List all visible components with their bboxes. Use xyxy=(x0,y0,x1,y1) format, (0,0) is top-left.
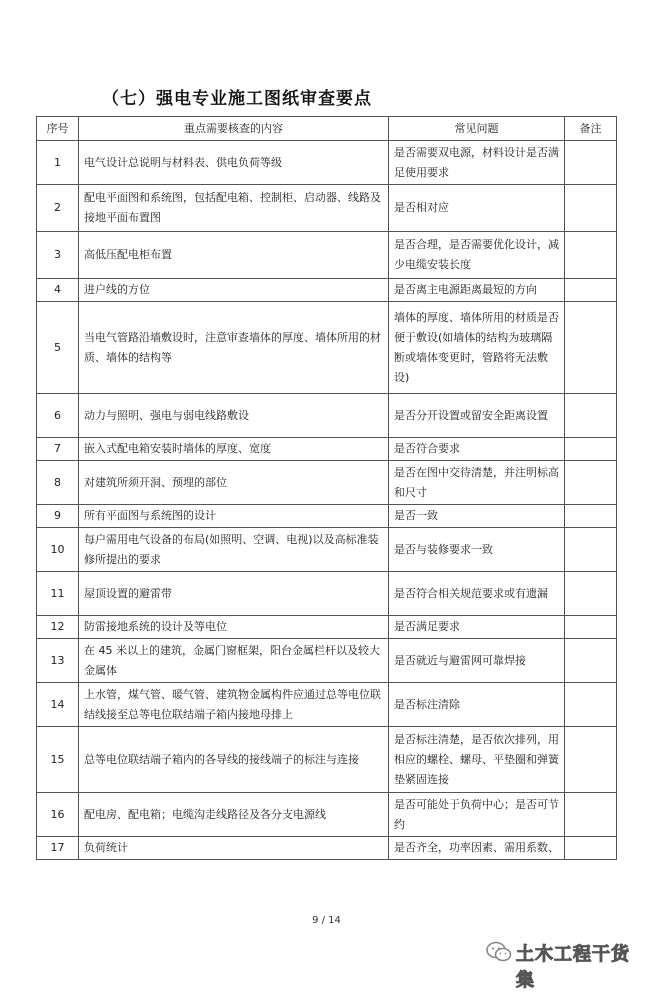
wechat-icon xyxy=(486,941,512,963)
row-issue: 是否与装修要求一致 xyxy=(389,528,565,572)
row-note xyxy=(565,232,617,279)
table-row xyxy=(37,185,617,232)
table-row xyxy=(37,394,617,438)
row-content: 屋顶设置的避雷带 xyxy=(79,572,389,616)
row-content: 高低压配电柜布置 xyxy=(79,232,389,279)
row-issue: 是否离主电源距离最短的方向 xyxy=(389,279,565,302)
table-row xyxy=(37,141,617,185)
row-note xyxy=(565,683,617,727)
watermark-text: 土木工程干货集 xyxy=(516,944,630,991)
header-no: 序号 xyxy=(37,117,79,141)
watermark xyxy=(486,938,646,991)
table-row xyxy=(37,616,617,639)
row-note xyxy=(565,394,617,438)
row-issue: 是否标注清楚，是否依次排列，用相应的螺栓、螺母、平垫圈和弹簧垫紧固连接 xyxy=(389,727,565,793)
table-row xyxy=(37,727,617,793)
table-row xyxy=(37,683,617,727)
row-note xyxy=(565,528,617,572)
row-content: 上水管，煤气管、暖气管、建筑物金属构件应通过总等电位联结线接至总等电位联结端子箱内接地母排上 xyxy=(79,683,389,727)
row-number: 5 xyxy=(37,302,79,394)
row-number: 12 xyxy=(37,616,79,639)
row-note xyxy=(565,438,617,461)
row-issue: 是否满足要求 xyxy=(389,616,565,639)
row-issue: 是否合理，是否需要优化设计，减少电缆安装长度 xyxy=(389,232,565,279)
row-number: 3 xyxy=(37,232,79,279)
row-issue: 是否在图中交待清楚，并注明标高和尺寸 xyxy=(389,461,565,505)
row-content: 动力与照明、强电与弱电线路敷设 xyxy=(79,394,389,438)
row-issue: 墙体的厚度、墙体所用的材质是否便于敷设(如墙体的结构为玻璃隔断或墙体变更时，管路将无法敷设) xyxy=(389,302,565,394)
row-note xyxy=(565,141,617,185)
header-issue: 常见问题 xyxy=(389,117,565,141)
row-number: 13 xyxy=(37,639,79,683)
table-row xyxy=(37,438,617,461)
row-number: 9 xyxy=(37,505,79,528)
row-issue: 是否齐全，功率因素、需用系数、 xyxy=(389,837,565,860)
row-number: 4 xyxy=(37,279,79,302)
review-table xyxy=(36,116,617,860)
row-number: 14 xyxy=(37,683,79,727)
row-note xyxy=(565,461,617,505)
row-content: 当电气管路沿墙敷设时，注意审查墙体的厚度、墙体所用的材质、墙体的结构等 xyxy=(79,302,389,394)
row-content: 嵌入式配电箱安装时墙体的厚度、宽度 xyxy=(79,438,389,461)
row-issue: 是否分开设置或留安全距离设置 xyxy=(389,394,565,438)
row-issue: 是否符合要求 xyxy=(389,438,565,461)
row-number: 1 xyxy=(37,141,79,185)
table-row xyxy=(37,232,617,279)
row-number: 6 xyxy=(37,394,79,438)
row-number: 11 xyxy=(37,572,79,616)
table-row xyxy=(37,639,617,683)
table-row xyxy=(37,528,617,572)
row-content: 每户需用电气设备的布局(如照明、空调、电视)以及高标准装修所提出的要求 xyxy=(79,528,389,572)
row-number: 7 xyxy=(37,438,79,461)
row-issue: 是否一致 xyxy=(389,505,565,528)
row-content: 在 45 米以上的建筑，金属门窗框架，阳台金属栏杆以及较大金属体 xyxy=(79,639,389,683)
table-header-row xyxy=(37,117,617,141)
row-note xyxy=(565,793,617,837)
row-issue: 是否就近与避雷网可靠焊接 xyxy=(389,639,565,683)
table-row xyxy=(37,279,617,302)
row-number: 2 xyxy=(37,185,79,232)
row-content: 所有平面图与系统图的设计 xyxy=(79,505,389,528)
row-note xyxy=(565,505,617,528)
row-content: 负荷统计 xyxy=(79,837,389,860)
page-title: （七）强电专业施工图纸审查要点 xyxy=(102,89,372,109)
row-note xyxy=(565,572,617,616)
row-content: 电气设计总说明与材料表、供电负荷等级 xyxy=(79,141,389,185)
table-row xyxy=(37,461,617,505)
row-number: 15 xyxy=(37,727,79,793)
row-note xyxy=(565,616,617,639)
table-row xyxy=(37,302,617,394)
table-row xyxy=(37,505,617,528)
table-row xyxy=(37,793,617,837)
row-number: 8 xyxy=(37,461,79,505)
row-number: 16 xyxy=(37,793,79,837)
row-content: 防雷接地系统的设计及等电位 xyxy=(79,616,389,639)
row-number: 17 xyxy=(37,837,79,860)
row-note xyxy=(565,639,617,683)
row-note xyxy=(565,185,617,232)
table-row xyxy=(37,837,617,860)
table-body xyxy=(37,141,617,860)
page-number: 9 / 14 xyxy=(312,915,341,926)
row-number: 10 xyxy=(37,528,79,572)
row-issue: 是否标注清除 xyxy=(389,683,565,727)
row-note xyxy=(565,727,617,793)
row-issue: 是否需要双电源，材料设计是否满足使用要求 xyxy=(389,141,565,185)
header-note: 备注 xyxy=(565,117,617,141)
row-issue: 是否可能处于负荷中心；是否可节约 xyxy=(389,793,565,837)
row-note xyxy=(565,279,617,302)
row-content: 总等电位联结端子箱内的各导线的接线端子的标注与连接 xyxy=(79,727,389,793)
row-issue: 是否相对应 xyxy=(389,185,565,232)
row-content: 对建筑所须开洞、预埋的部位 xyxy=(79,461,389,505)
row-content: 进户线的方位 xyxy=(79,279,389,302)
row-note xyxy=(565,302,617,394)
row-issue: 是否符合相关规范要求或有遗漏 xyxy=(389,572,565,616)
row-note xyxy=(565,837,617,860)
row-content: 配电平面图和系统图，包括配电箱、控制柜、启动器、线路及接地平面布置图 xyxy=(79,185,389,232)
header-content: 重点需要核查的内容 xyxy=(79,117,389,141)
row-content: 配电房、配电箱；电缆沟走线路径及各分支电源线 xyxy=(79,793,389,837)
table-row xyxy=(37,572,617,616)
